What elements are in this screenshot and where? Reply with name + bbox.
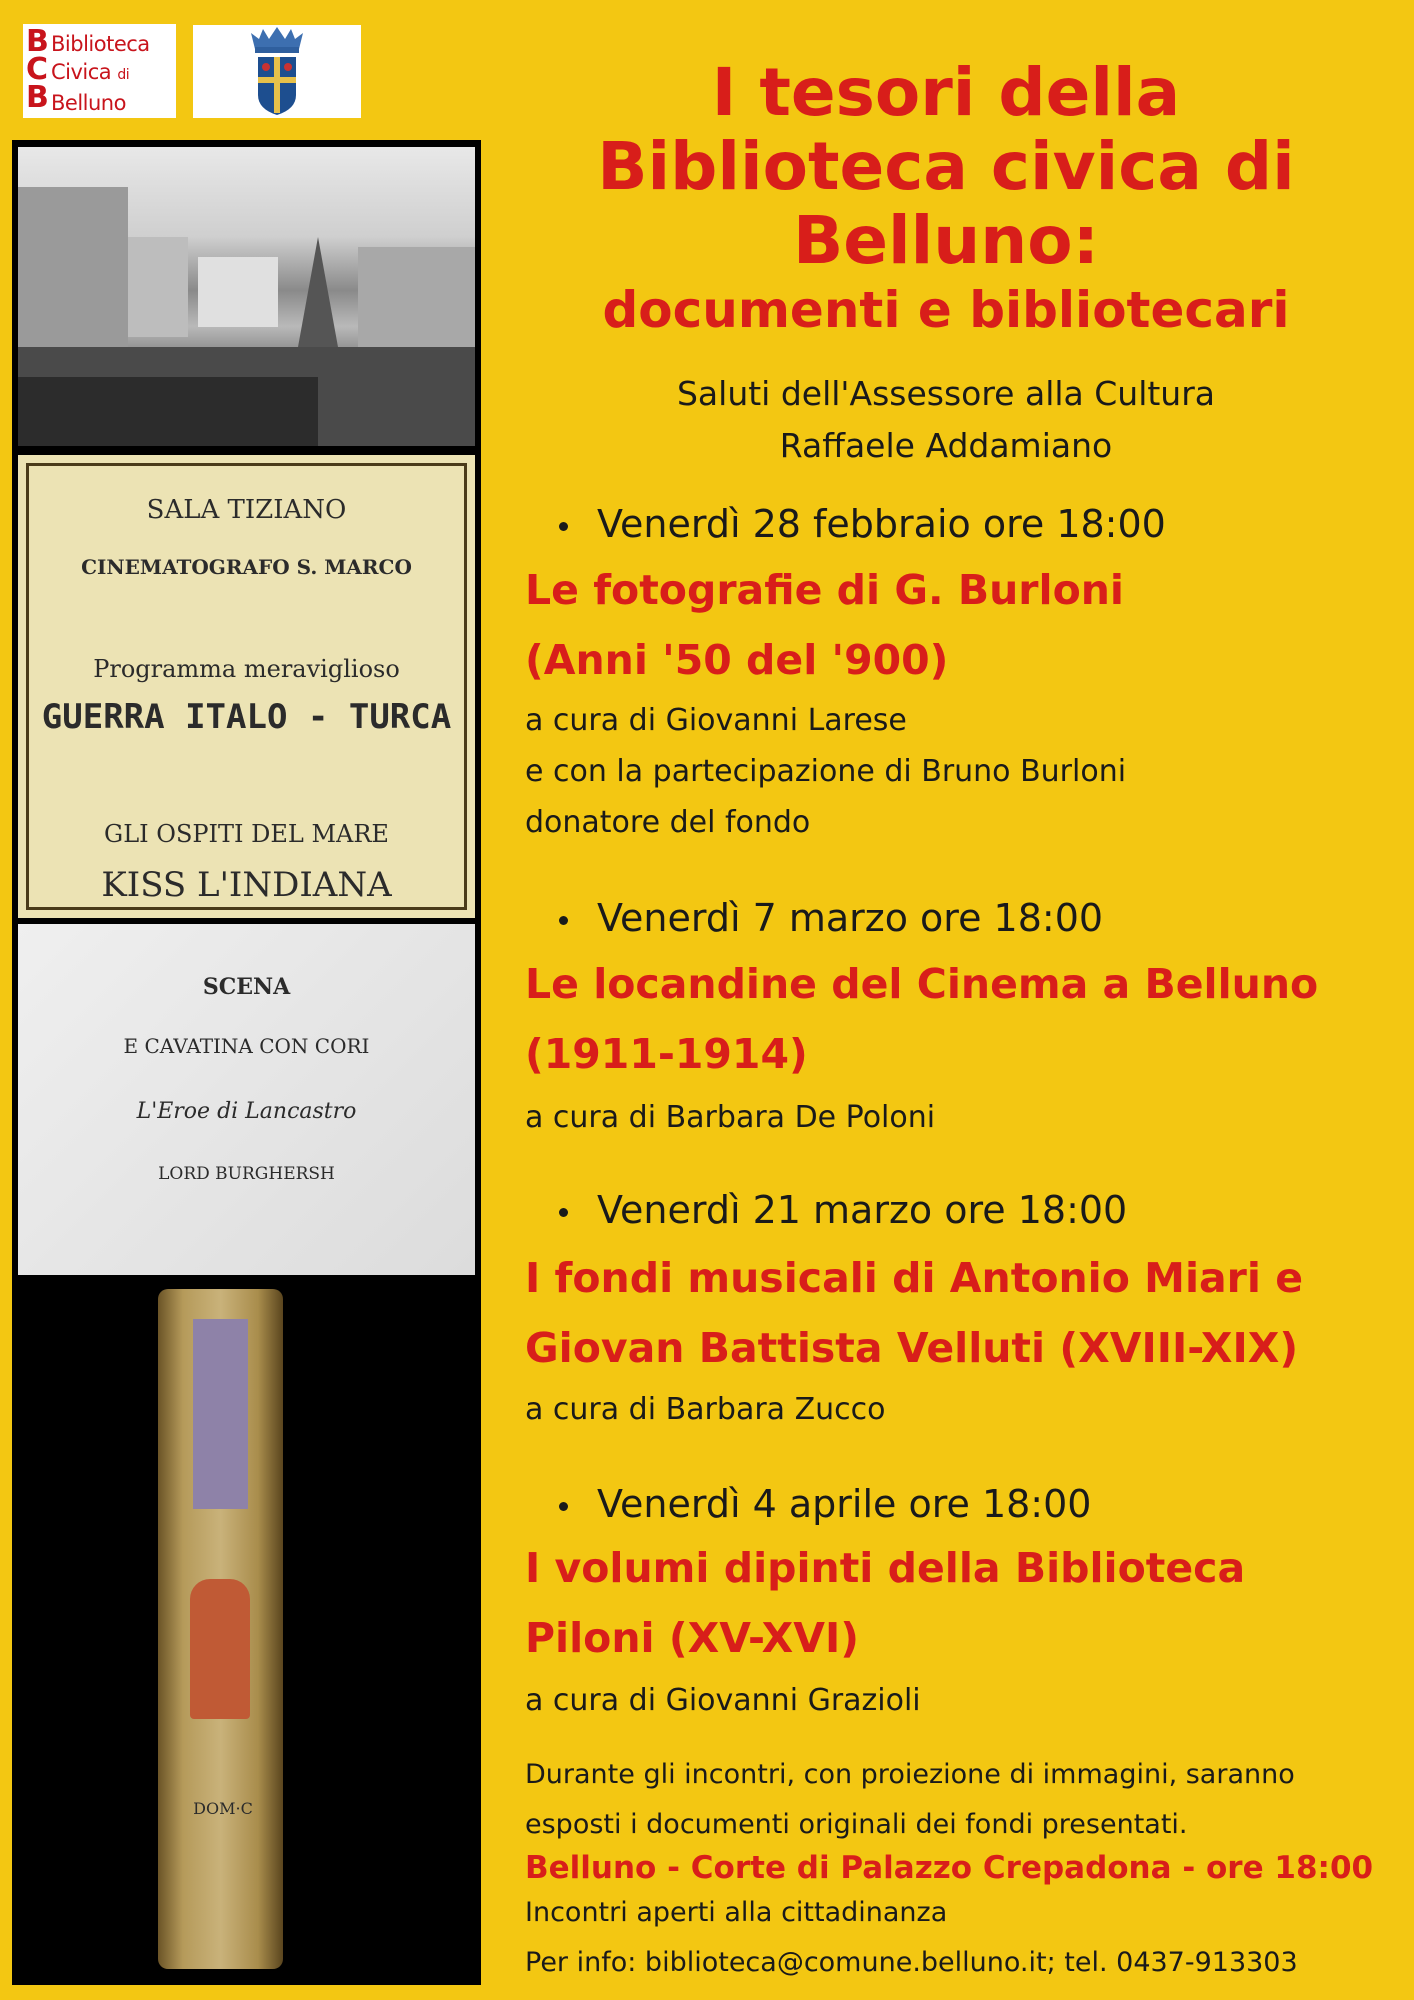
event-date-text: Venerdì 7 marzo ore 18:00 xyxy=(597,896,1104,940)
event-title xyxy=(525,1533,1395,1673)
event-title-line: I fondi musicali di Antonio Miari e xyxy=(525,1254,1304,1302)
painted-book-image xyxy=(18,1279,475,1983)
event-title xyxy=(525,1243,1395,1383)
event-date xyxy=(561,894,1103,942)
score-text: LORD BURGHERSH xyxy=(158,1164,335,1184)
event-date xyxy=(561,1186,1127,1234)
score-text: E CAVATINA CON CORI xyxy=(123,1034,370,1058)
logo-line: di xyxy=(117,67,130,83)
footer-note xyxy=(525,1750,1405,1850)
credit-line: a cura di Barbara De Poloni xyxy=(525,1100,936,1135)
page-subtitle: documenti e bibliotecari xyxy=(602,281,1290,339)
event-date-text: Venerdì 28 febbraio ore 18:00 xyxy=(597,502,1166,546)
poster-text: SALA TIZIANO xyxy=(146,495,347,525)
event-title-line: Giovan Battista Velluti (XVIII-XIX) xyxy=(525,1324,1299,1372)
event-date xyxy=(561,1480,1091,1528)
poster-text: Programma meraviglioso xyxy=(93,655,400,683)
title-line: Biblioteca civica di xyxy=(597,128,1295,205)
piazza-photo xyxy=(18,147,475,446)
event-title-line: (1911-1914) xyxy=(525,1030,808,1078)
event-date-text: Venerdì 4 aprile ore 18:00 xyxy=(597,1482,1092,1526)
credit-line: a cura di Giovanni Larese xyxy=(525,703,907,738)
library-logo xyxy=(23,24,176,118)
credit-line: a cura di Giovanni Grazioli xyxy=(525,1683,921,1718)
logo-line: Biblioteca xyxy=(51,32,150,56)
open-to-public: Incontri aperti alla cittadinanza xyxy=(525,1897,948,1928)
event-title-line: Le fotografie di G. Burloni xyxy=(525,566,1124,614)
credit-line: donatore del fondo xyxy=(525,805,811,840)
event-credits xyxy=(525,1675,1395,1726)
event-title-line: (Anni '50 del '900) xyxy=(525,636,949,684)
poster-text: GUERRA ITALO - TURCA xyxy=(41,697,452,737)
event-title-line: Piloni (XV-XVI) xyxy=(525,1614,859,1662)
logo-line: Civica xyxy=(51,60,112,84)
city-crest-logo xyxy=(193,25,361,118)
event-title xyxy=(525,555,1395,695)
venue: Belluno - Corte di Palazzo Crepadona - ore 18:00 xyxy=(525,1850,1374,1886)
credit-line: a cura di Barbara Zucco xyxy=(525,1392,886,1427)
cinema-poster-image xyxy=(18,455,475,918)
event-date xyxy=(561,500,1166,548)
greeting xyxy=(540,368,1352,472)
library-logo-text xyxy=(51,30,150,117)
event-title-line: I volumi dipinti della Biblioteca xyxy=(525,1544,1246,1592)
score-text: L'Eroe di Lancastro xyxy=(136,1099,357,1124)
greeting-line: Saluti dell'Assessore alla Cultura xyxy=(676,374,1216,413)
footer-note-line: esposti i documenti originali dei fondi presentati. xyxy=(525,1809,1188,1840)
event-title xyxy=(525,949,1395,1089)
poster-text: GLI OSPITI DEL MARE xyxy=(104,820,389,848)
library-monogram: B C B xyxy=(26,24,49,115)
image-column xyxy=(12,140,481,1985)
poster-text: KISS L'INDIANA xyxy=(101,865,392,905)
crest-icon xyxy=(193,25,361,118)
page-title xyxy=(540,56,1352,278)
footer-contacts xyxy=(525,1888,1405,1988)
credit-line: e con la partecipazione di Bruno Burloni xyxy=(525,754,1127,789)
poster-text: CINEMATOGRAFO S. MARCO xyxy=(81,555,412,579)
event-credits xyxy=(525,1384,1395,1435)
greeting-line: Raffaele Addamiano xyxy=(779,426,1113,465)
event-date-text: Venerdì 21 marzo ore 18:00 xyxy=(597,1188,1128,1232)
contact-info[interactable]: Per info: biblioteca@comune.belluno.it; tel. 0437-913303 xyxy=(525,1947,1298,1978)
logo-line: Belluno xyxy=(51,91,126,115)
event-credits xyxy=(525,1092,1395,1143)
title-line: Belluno: xyxy=(792,202,1100,279)
event-title-line: Le locandine del Cinema a Belluno xyxy=(525,960,1319,1008)
footer-note-line: Durante gli incontri, con proiezione di immagini, saranno xyxy=(525,1759,1295,1790)
event-credits xyxy=(525,695,1395,848)
title-line: I tesori della xyxy=(711,54,1181,131)
book-label: DOM·C xyxy=(193,1799,253,1818)
music-score-image xyxy=(18,924,475,1275)
score-text: SCENA xyxy=(202,974,291,1000)
